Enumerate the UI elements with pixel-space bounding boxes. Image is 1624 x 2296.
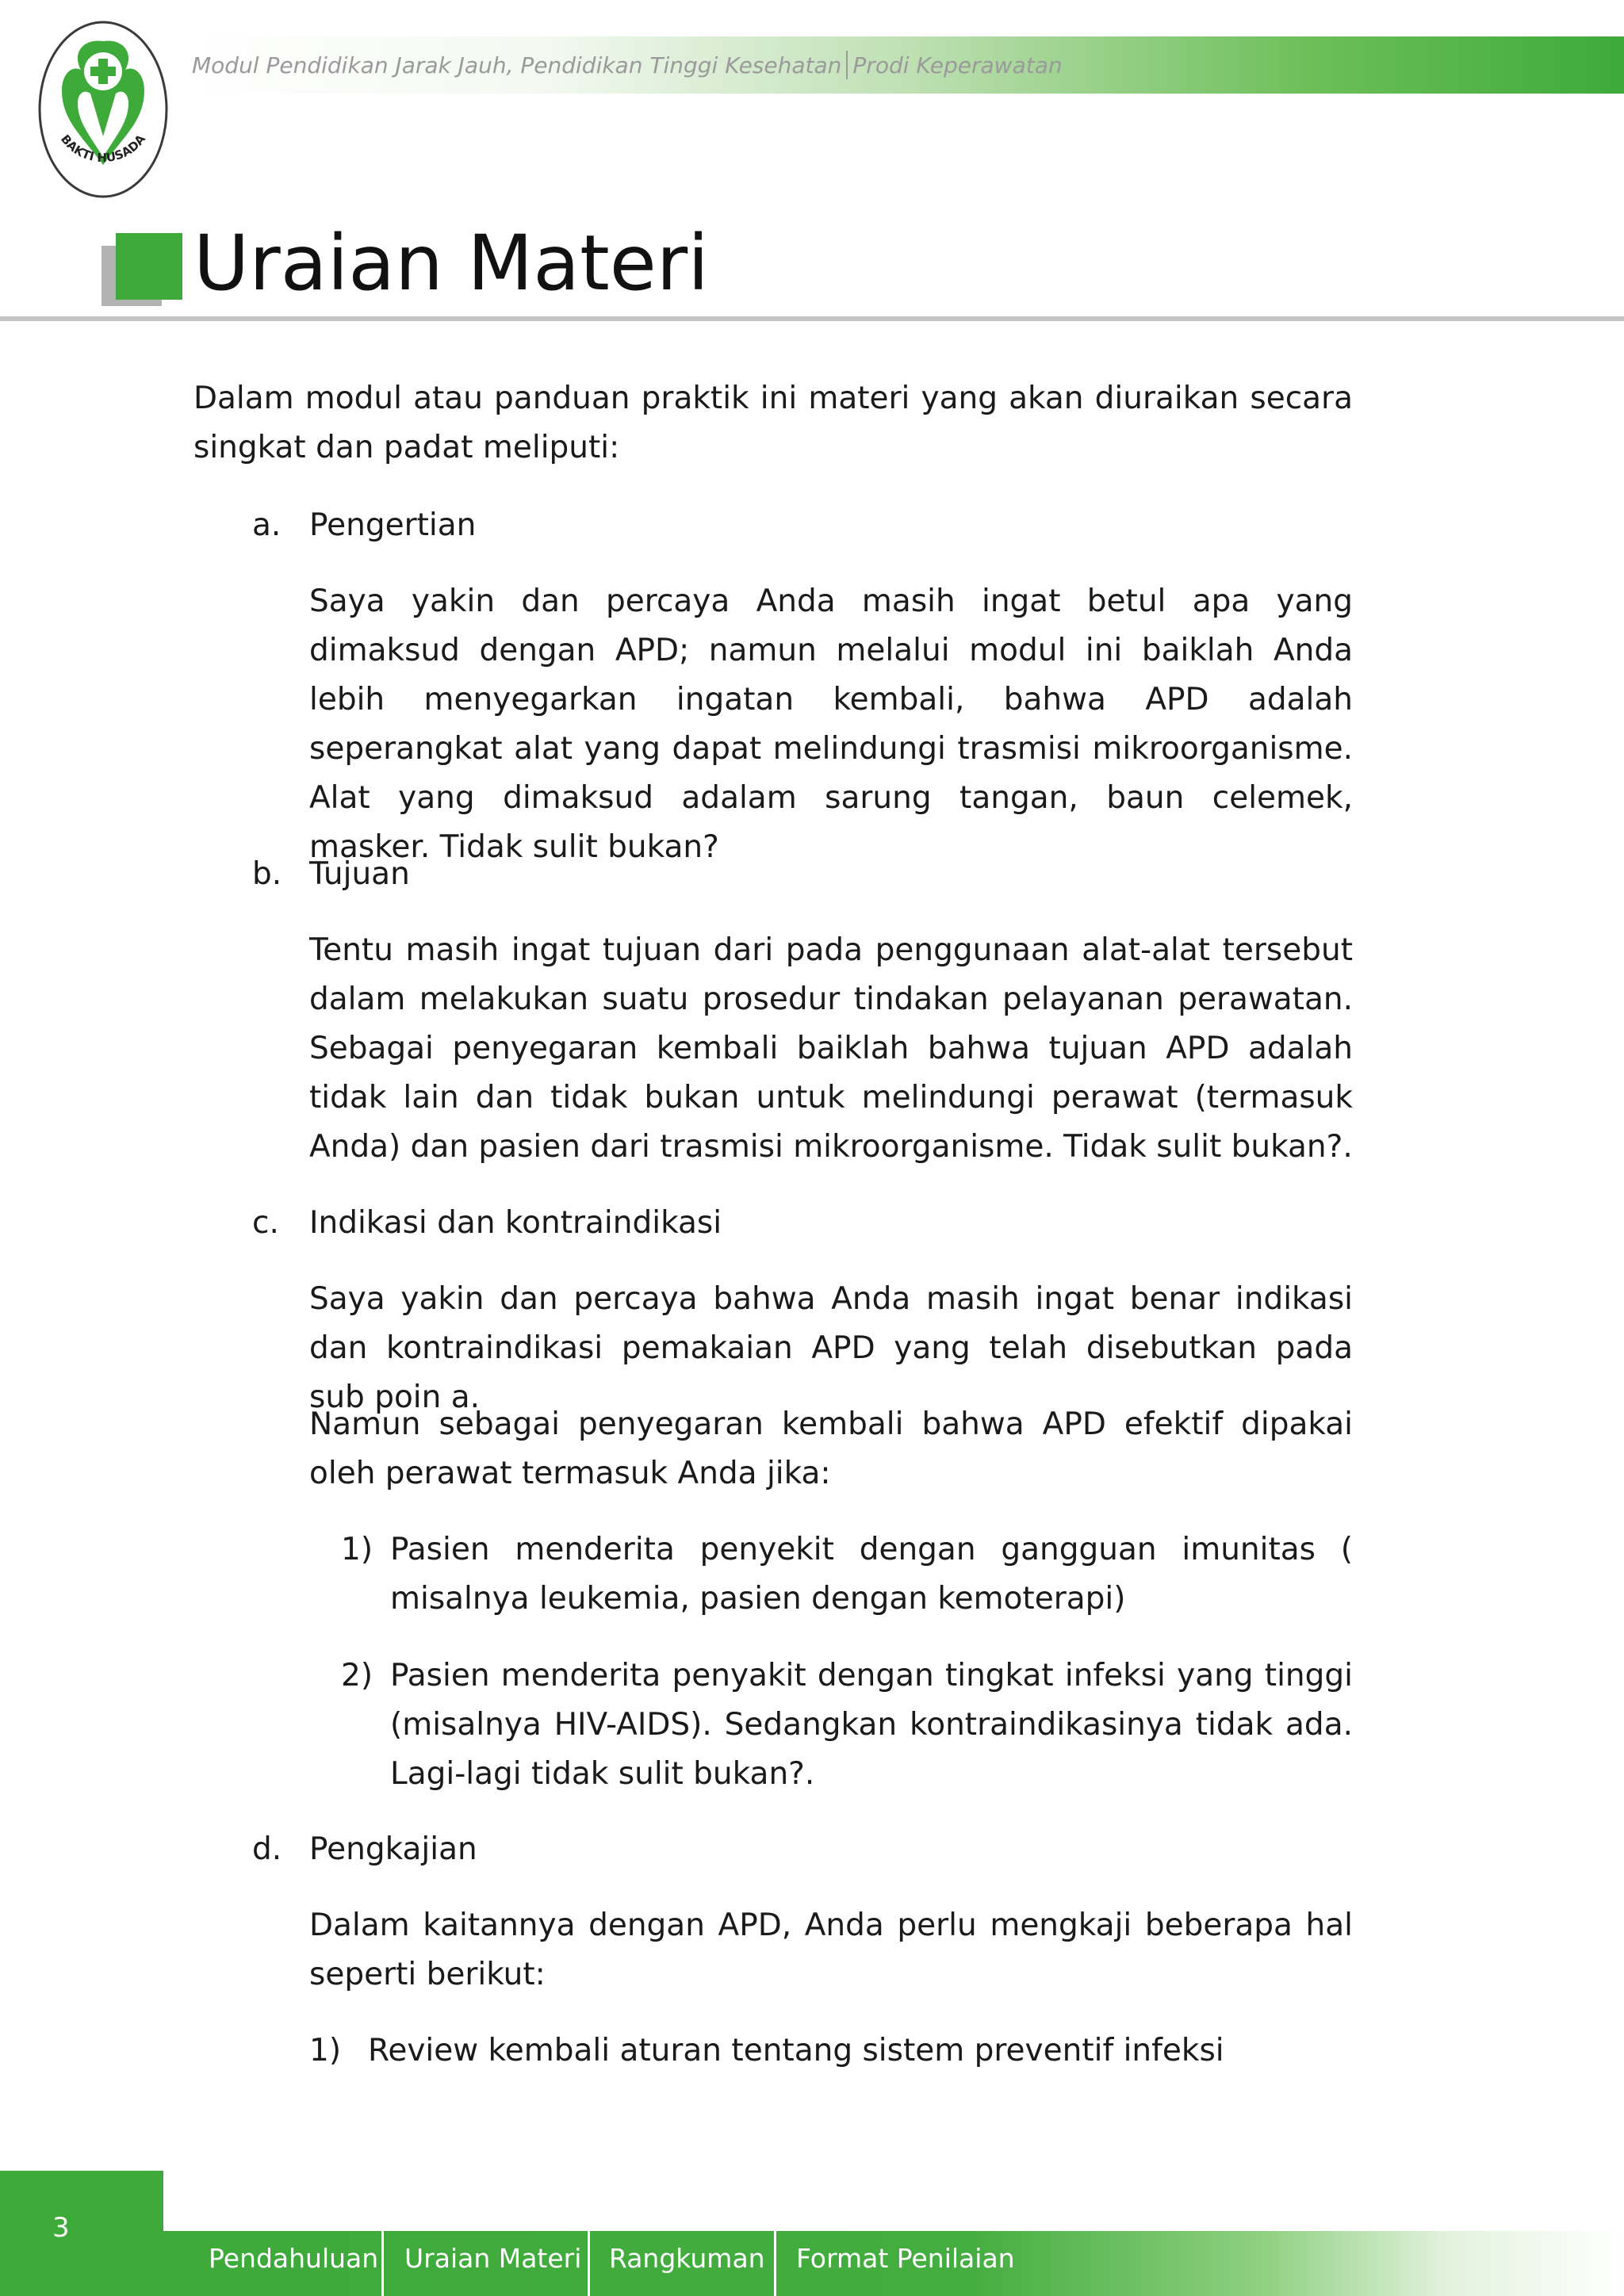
title-marker: [116, 233, 182, 300]
module-title: Modul Pendidikan Jarak Jauh, Pendidikan Tinggi Kesehatan: [192, 52, 842, 78]
footer-tab-pendahuluan[interactable]: Pendahuluan: [209, 2243, 379, 2274]
item-heading-pengertian: Pengertian: [309, 507, 477, 543]
pengkajian-subitem-1: Review kembali aturan tentang sistem preventif infeksi: [368, 2033, 1224, 2068]
item-marker-c: c.: [252, 1205, 279, 1241]
footer-tab-divider: [774, 2231, 776, 2296]
program-name: Prodi Keperawatan: [852, 52, 1063, 78]
item-heading-pengkajian: Pengkajian: [309, 1831, 477, 1867]
indikasi-subitem-1: Pasien menderita penyekit dengan gangguan imunitas ( misalnya leukemia, pasien dengan kemoterapi): [390, 1532, 1353, 1617]
footer-tab-format-penilaian[interactable]: Format Penilaian: [796, 2243, 1015, 2274]
item-heading-indikasi: Indikasi dan kontraindikasi: [309, 1205, 722, 1241]
footer-tab-rangkuman[interactable]: Rangkuman: [609, 2243, 765, 2274]
intro-paragraph: Dalam modul atau panduan praktik ini materi yang akan diuraikan secara singkat dan padat meliputi:: [193, 381, 1353, 465]
indikasi-paragraph-2: Namun sebagai penyegaran kembali bahwa APD efektif dipakai oleh perawat termasuk Anda jika:: [309, 1406, 1353, 1491]
item-marker-a: a.: [252, 507, 282, 543]
tujuan-paragraph: Tentu masih ingat tujuan dari pada penggunaan alat-alat tersebut dalam melakukan suatu prosedur tindakan pelayanan perawatan. Sebagai penyegaran kembali baiklah bahwa tujuan APD adalah tidak lain dan tidak bukan untuk melindungi perawat (termasuk Anda) dan pasien dari trasmisi mikroorganisme. Tidak sulit bukan?.: [309, 932, 1353, 1165]
footer-tab-uraian-materi[interactable]: Uraian Materi: [404, 2243, 582, 2274]
header-divider: [846, 51, 848, 79]
page-number-box: [0, 2171, 163, 2296]
title-rule: [0, 316, 1624, 321]
footer-tab-divider: [381, 2231, 384, 2296]
pengkajian-paragraph: Dalam kaitannya dengan APD, Anda perlu mengkaji beberapa hal seperti berikut:: [309, 1908, 1353, 1992]
bakti-husada-logo: [35, 17, 171, 201]
subitem-marker-2: 2): [341, 1658, 373, 1693]
item-heading-tujuan: Tujuan: [309, 856, 410, 892]
subitem-marker-1: 1): [341, 1532, 373, 1567]
subitem-marker-1: 1): [309, 2033, 342, 2068]
footer-tab-divider: [588, 2231, 590, 2296]
page-number: 3: [52, 2212, 70, 2244]
indikasi-subitem-2: Pasien menderita penyakit dengan tingkat infeksi yang tinggi (misalnya HIV-AIDS). Sedangkan kontraindikasinya tidak ada. Lagi-lagi tidak sulit bukan?.: [390, 1658, 1353, 1792]
indikasi-paragraph-1: Saya yakin dan percaya bahwa Anda masih ingat benar indikasi dan kontraindikasi pemakaian APD yang telah disebutkan pada sub poin a.: [309, 1281, 1353, 1415]
section-title: Uraian Materi: [193, 219, 709, 308]
header-running-title: [192, 51, 1063, 79]
item-marker-d: d.: [252, 1831, 282, 1867]
item-marker-b: b.: [252, 856, 282, 892]
svg-text:BAKTI HUSADA: BAKTI HUSADA: [58, 132, 148, 166]
pengertian-paragraph: Saya yakin dan percaya Anda masih ingat betul apa yang dimaksud dengan APD; namun melalui modul ini baiklah Anda lebih menyegarkan ingatan kembali, bahwa APD adalah seperangkat alat yang dapat melindungi trasmisi mikroorganisme. Alat yang dimaksud adalam sarung tangan, baun celemek, masker. Tidak sulit bukan?: [309, 584, 1353, 865]
